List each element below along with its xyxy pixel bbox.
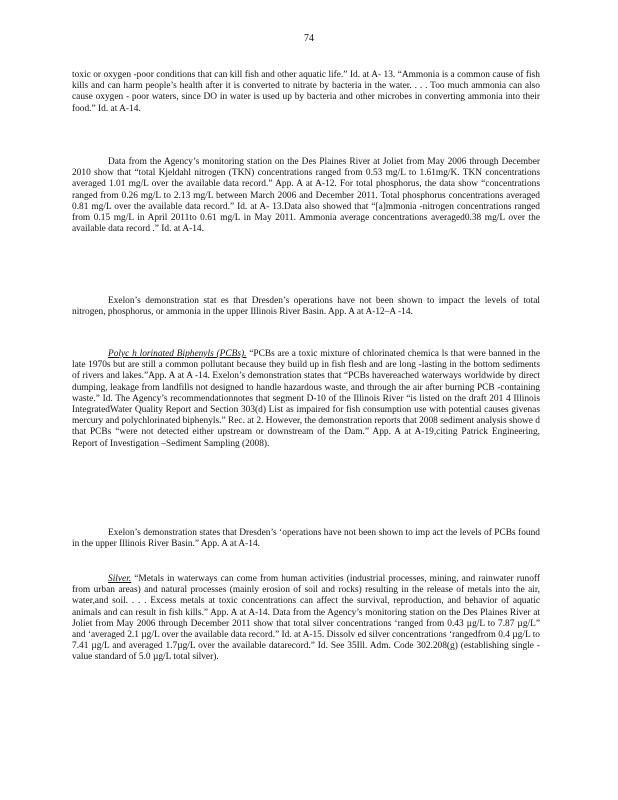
paragraph-silver xyxy=(72,574,540,664)
paragraph-nitrogen-demonstration xyxy=(72,296,540,318)
paragraph-text: toxic or oxygen -poor conditions that can kill fish and other aquatic life.” Id. at A- 13. “Ammonia is a common cause of fish kills and can harm people’s health after it is converted to nitrate by bacteria in the water. . . . Too much ammonia can also cause oxygen - poor waters, since DO in water is used up by bacteria and other microbes in converting ammonia into their food.” Id. at A-14. xyxy=(72,70,540,114)
paragraph-text: Data from the Agency’s monitoring station on the Des Plaines River at Joliet from May 2006 through December 2010 show that “total Kjeldahl nitrogen (TKN) concentrations ranged from 0.53 mg/L to 1.61mg/K. TKN concentrations averaged 1.01 mg/L over the available data record.” App. A at A-12. For total phosphorus, the data show “concentrations ranged from 0.26 mg/L to 2.13 mg/L between March 2006 and December 2011. Total phosphorus concentrations averaged 0.81 mg/L over the available data record.” Id. at A- 13.Data also showed that “[a]mmonia -nitrogen concentrations ranged from 0.15 mg/L in April 2011to 0.61 mg/L in May 2011. Ammonia average concentrations averaged0.38 mg/L over the available data record .” Id. at A-14. xyxy=(72,157,540,235)
section-heading-silver: Silver. xyxy=(108,574,132,584)
paragraph-text: Exelon’s demonstration stat es that Dresden’s operations have not been shown to impact the levels of total nitrogen, phosphorus, or ammonia in the upper Illinois River Basin. App. A at A-12–A -14. xyxy=(72,296,540,318)
paragraph-ammonia-continued xyxy=(72,70,540,115)
paragraph-text: Exelon’s demonstration states that Dresden’s ‘operations have not been shown to imp act the levels of PCBs found in the upper Illinois River Basin.” App. A at A-14. xyxy=(72,528,540,550)
paragraph-body: “Metals in waterways can come from human activities (industrial processes, mining, and rainwater runoff from urban areas) and natural processes (mainly erosion of soil and rocks) resulting in the release of metals into the air, water,and soil. . . . Excess metals at toxic concentrations can affect the survival, reproduction, and behavior of aquatic animals and can result in fish kills.” App. A at A-14. Data from the Agency’s monitoring station on the Des Plaines River at Joliet from May 2006 through December 2011 show that total silver concentrations ‘ranged from 0.43 µg/L to 7.87 µg/L” and ‘averaged 2.1 µg/L over the available data record.” Id. at A-15. Dissolv ed silver concentrations ‘rangedfrom 0.4 µg/L to 7.41 µg/L and averaged 1.7µg/L over the available datarecord.” Id. See 35Ill. Adm. Code 302.208(g) (establishing single -value standard of 5.0 µg/L total silver). xyxy=(72,574,540,663)
paragraph-text xyxy=(72,574,540,664)
section-heading-pcbs: Polyc h lorinated Biphenyls (PCBs). xyxy=(108,349,247,359)
paragraph-text xyxy=(72,349,540,450)
paragraph-monitoring-data xyxy=(72,157,540,235)
paragraph-pcbs xyxy=(72,349,540,450)
paragraph-pcbs-demonstration xyxy=(72,528,540,550)
paragraph-body: “PCBs are a toxic mixture of chlorinated chemica ls that were banned in the late 1970s but are still a common pollutant because they build up in fish flesh and are long -lasting in the bottom sediments of rivers and lakes.”App. A at A -14. Exelon’s demonstration states that “PCBs havereached waterways worldwide by direct dumping, leakage from landfills not designed to handle hazardous waste, and through the air after burning PCB -containing waste.” Id. The Agency’s recommendationnotes that segment D-10 of the Illinois River “is listed on the draft 201 4 Illinois IntegratedWater Quality Report and Section 303(d) List as impaired for fish consumption use with potential causes givenas mercury and polychlorinated biphenyls.” Rec. at 2. However, the demonstration reports that 2008 sediment analysis showe d that PCBs “were not detected either upstream or downstream of the Dam.” App. A at A-19,citing Patrick Engineering, Report of Investigation –Sediment Sampling (2008). xyxy=(72,349,540,449)
page-number: 74 xyxy=(304,33,314,44)
